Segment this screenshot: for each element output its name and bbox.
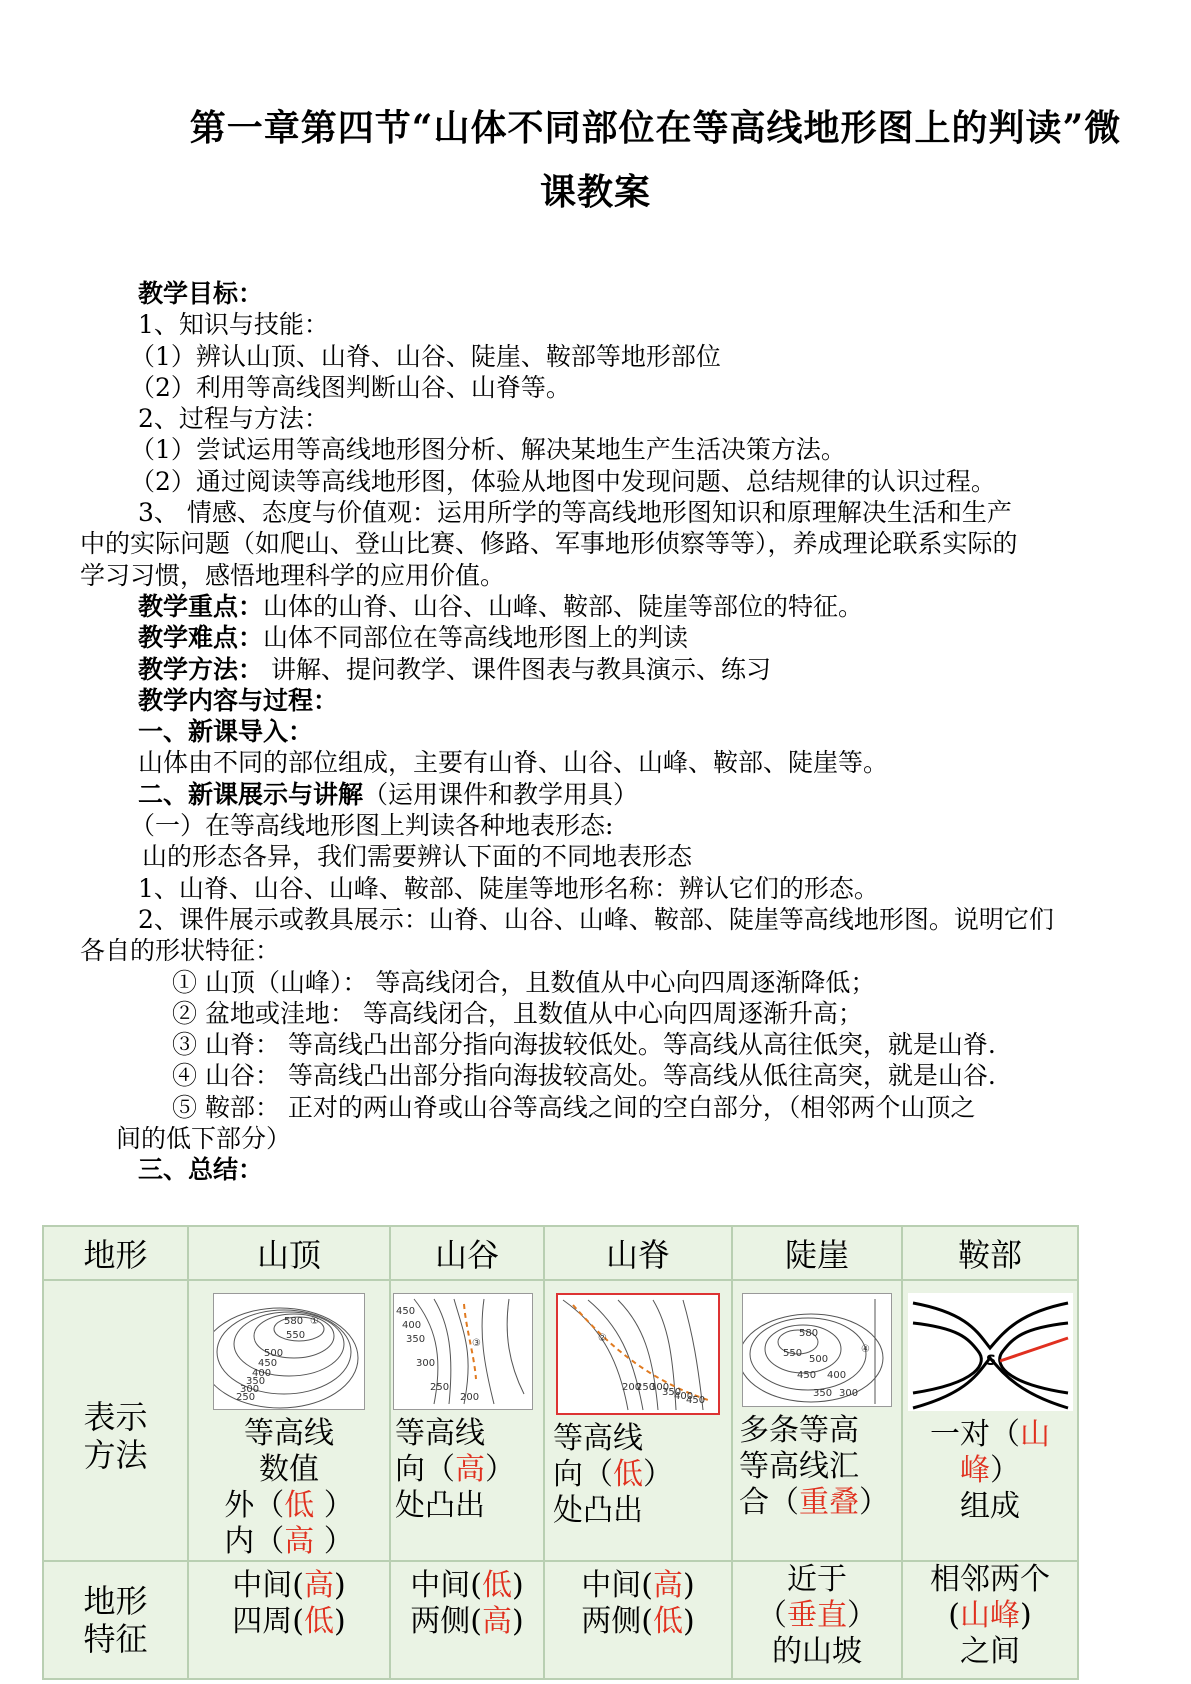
text-line: 内（高 ） bbox=[224, 1524, 354, 1559]
header-cell: 鞍部 bbox=[902, 1226, 1078, 1280]
section-2-title: 二、新课展示与讲解 bbox=[138, 779, 364, 809]
map-label: 200 bbox=[460, 1392, 480, 1403]
map-label: 580 bbox=[284, 1316, 304, 1327]
map-label: 400 bbox=[252, 1368, 272, 1379]
goal-line: （1）辨认山顶、山脊、山谷、陡崖、鞍部等地形部位 bbox=[130, 341, 721, 371]
text-line: 两侧(低) bbox=[581, 1604, 695, 1639]
cell-peak-feature bbox=[188, 1561, 390, 1679]
cell-valley-method bbox=[390, 1280, 544, 1561]
text-line: 多条等高 bbox=[739, 1413, 859, 1448]
diff-heading: 教学难点： bbox=[138, 623, 264, 653]
map-label: 400 bbox=[674, 1391, 694, 1402]
difficulty bbox=[80, 622, 1120, 653]
text-line: 外（低 ） bbox=[224, 1488, 354, 1523]
feature-item: ⑤ 鞍部： 正对的两山脊或山谷等高线之间的空白部分，（相邻两个山顶之 bbox=[172, 1092, 976, 1122]
row-label-text: 表示 方法 bbox=[83, 1397, 148, 1474]
saddle-method-text bbox=[903, 1417, 1077, 1525]
text-line: 向（低） bbox=[553, 1457, 673, 1492]
map-label: 300 bbox=[839, 1388, 859, 1399]
text-line: 之间 bbox=[960, 1634, 1020, 1669]
row-label-text: 地形 特征 bbox=[83, 1582, 148, 1658]
text-line: 等高线 bbox=[395, 1416, 485, 1451]
feature-item: ④ 山谷： 等高线凸出部分指向海拔较高处。等高线从低往高突，就是山谷. bbox=[172, 1061, 996, 1091]
text-line: 等高线 bbox=[244, 1416, 334, 1451]
map-label: 250 bbox=[236, 1392, 256, 1403]
map-label: 300 bbox=[416, 1358, 436, 1369]
cell-saddle-method bbox=[902, 1280, 1078, 1561]
header-cell: 陡崖 bbox=[732, 1226, 902, 1280]
text-line: 的山坡 bbox=[772, 1634, 862, 1669]
table-row-feature bbox=[43, 1561, 1078, 1679]
summary-table bbox=[42, 1225, 1079, 1680]
map-label: 300 bbox=[240, 1384, 260, 1395]
text-line: 中间(高) bbox=[232, 1568, 346, 1603]
map-label: 300 bbox=[650, 1382, 670, 1393]
cell-saddle-feature bbox=[902, 1561, 1078, 1679]
map-label: 450 bbox=[686, 1395, 706, 1406]
row-label-method bbox=[43, 1280, 188, 1561]
map-label: 450 bbox=[258, 1358, 278, 1369]
map-label: ④ bbox=[861, 1344, 870, 1355]
text-line: 等高线汇 bbox=[739, 1449, 859, 1484]
key-point bbox=[80, 591, 1120, 622]
map-label: 350 bbox=[813, 1388, 833, 1399]
header-cell: 山谷 bbox=[390, 1226, 544, 1280]
text-line: 四周(低) bbox=[232, 1604, 346, 1639]
feature-item: ② 盆地或洼地： 等高线闭合，且数值从中心向四周逐渐升高； bbox=[172, 998, 863, 1028]
section-1-text: 山体由不同的部位组成，主要有山脊、山谷、山峰、鞍部、陡崖等。 bbox=[138, 748, 889, 778]
map-label: 500 bbox=[264, 1348, 284, 1359]
saddle-label: S bbox=[985, 1353, 996, 1369]
goal-line: （2）通过阅读等高线地形图，体验从地图中发现问题、总结规律的认识过程。 bbox=[130, 466, 996, 496]
section-2-line: 山的形态各异，我们需要辨认下面的不同地表形态 bbox=[142, 842, 693, 872]
peak-method-text bbox=[189, 1416, 389, 1560]
header-cell: 地形 bbox=[43, 1226, 188, 1280]
text-line: 合（重叠） bbox=[739, 1485, 889, 1520]
valley-contour-map bbox=[393, 1293, 533, 1410]
title-line-1: 第一章第四节“山体不同部位在等高线地形图上的判读”微 bbox=[189, 107, 1122, 149]
section-2-line: 各自的形状特征： bbox=[80, 936, 281, 966]
map-label: 400 bbox=[827, 1370, 847, 1381]
map-label: 200 bbox=[622, 1382, 642, 1393]
ridge-method-text bbox=[545, 1421, 731, 1529]
section-2-line: 2、课件展示或教具展示：山脊、山谷、山峰、鞍部、陡崖等高线地形图。说明它们 bbox=[138, 904, 1054, 934]
cell-valley-feature bbox=[390, 1561, 544, 1679]
row-label-feature bbox=[43, 1561, 188, 1679]
map-label: 580 bbox=[799, 1328, 819, 1339]
goal-line: （1）尝试运用等高线地形图分析、解决某地生产生活决策方法。 bbox=[130, 435, 846, 465]
map-label: ③ bbox=[472, 1338, 481, 1349]
cell-cliff-method bbox=[732, 1280, 902, 1561]
map-label: 250 bbox=[430, 1382, 450, 1393]
method-text: 讲解、提问教学、课件图表与教具演示、练习 bbox=[263, 654, 771, 684]
section-1-heading: 一、新课导入： bbox=[138, 717, 314, 747]
process-heading: 教学内容与过程： bbox=[138, 685, 339, 715]
section-2-line: （一）在等高线地形图上判读各种地表形态: bbox=[130, 811, 614, 841]
goal-line: 1、知识与技能： bbox=[138, 310, 329, 340]
map-label: 450 bbox=[396, 1306, 416, 1317]
text-line: 数值 bbox=[259, 1452, 319, 1487]
cell-cliff-feature bbox=[732, 1561, 902, 1679]
goal-line: 学习习惯，感悟地理科学的应用价值。 bbox=[80, 560, 506, 590]
goal-line: 2、过程与方法： bbox=[138, 404, 329, 434]
map-label: 250 bbox=[636, 1382, 656, 1393]
text-line: 向（高） bbox=[395, 1452, 515, 1487]
key-text: 山体的山脊、山谷、山峰、鞍部、陡崖等部位的特征。 bbox=[263, 591, 864, 621]
map-label: 450 bbox=[797, 1370, 817, 1381]
text-line: 处凸出 bbox=[395, 1488, 485, 1523]
text-line: (山峰) bbox=[948, 1598, 1032, 1633]
ridge-contour-map bbox=[556, 1293, 720, 1415]
cell-ridge-method bbox=[544, 1280, 732, 1561]
cell-ridge-feature bbox=[544, 1561, 732, 1679]
map-label: 550 bbox=[783, 1348, 803, 1359]
goal-line: 中的实际问题（如爬山、登山比赛、修路、军事地形侦察等等），养成理论联系实际的 bbox=[80, 529, 1018, 559]
header-cell: 山脊 bbox=[544, 1226, 732, 1280]
saddle-contour-map bbox=[908, 1293, 1073, 1411]
map-label: 350 bbox=[406, 1334, 426, 1345]
text-line: （垂直） bbox=[757, 1598, 877, 1633]
feature-item: ③ 山脊： 等高线凸出部分指向海拔较低处。等高线从高往低突，就是山脊. bbox=[172, 1030, 996, 1060]
section-3-heading: 三、总结： bbox=[138, 1155, 264, 1185]
cell-peak-method bbox=[188, 1280, 390, 1561]
goals-heading: 教学目标： bbox=[138, 279, 264, 308]
cliff-method-text bbox=[733, 1413, 901, 1521]
section-2-heading bbox=[80, 779, 1120, 810]
peak-contour-map bbox=[213, 1293, 365, 1410]
text-line: 一对（山峰） bbox=[930, 1417, 1050, 1488]
table-header-row bbox=[43, 1226, 1078, 1280]
method-heading: 教学方法： bbox=[138, 654, 264, 684]
title-line-2: 课教案 bbox=[539, 171, 651, 213]
valley-method-text bbox=[391, 1416, 543, 1524]
feature-item: 间的低下部分） bbox=[116, 1124, 292, 1154]
map-label: ① bbox=[310, 1316, 319, 1327]
text-line: 处凸出 bbox=[553, 1493, 643, 1528]
map-label: 500 bbox=[809, 1354, 829, 1365]
map-label: 350 bbox=[662, 1387, 682, 1398]
feature-item: ① 山顶（山峰）： 等高线闭合，且数值从中心向四周逐渐降低； bbox=[172, 967, 876, 997]
map-label: 350 bbox=[246, 1376, 266, 1387]
text-line: 中间(低) bbox=[410, 1568, 524, 1603]
text-line: 相邻两个 bbox=[930, 1562, 1050, 1597]
text-line: 两侧(高) bbox=[410, 1604, 524, 1639]
diff-text: 山体不同部位在等高线地形图上的判读 bbox=[263, 623, 689, 653]
text-line: 等高线 bbox=[553, 1421, 643, 1456]
method bbox=[80, 654, 1120, 685]
text-line: 中间(高) bbox=[581, 1568, 695, 1603]
text-line: 组成 bbox=[960, 1489, 1020, 1524]
header-cell: 山顶 bbox=[188, 1226, 390, 1280]
lesson-body bbox=[80, 278, 1120, 1186]
map-label: ② bbox=[598, 1333, 607, 1344]
text-line: 近于 bbox=[787, 1562, 847, 1597]
section-2-line: 1、山脊、山谷、山峰、鞍部、陡崖等地形名称：辨认它们的形态。 bbox=[138, 873, 879, 903]
section-2-note: （运用课件和教学用具） bbox=[363, 779, 639, 809]
cliff-contour-map bbox=[742, 1293, 892, 1407]
key-heading: 教学重点： bbox=[138, 591, 264, 621]
goal-line: 3、 情感、态度与价值观：运用所学的等高线地形图知识和原理解决生活和生产 bbox=[138, 498, 1012, 528]
map-label: 550 bbox=[286, 1330, 306, 1341]
table-row-method bbox=[43, 1280, 1078, 1561]
map-label: 400 bbox=[402, 1320, 422, 1331]
goal-line: （2）利用等高线图判断山谷、山脊等。 bbox=[130, 372, 571, 402]
